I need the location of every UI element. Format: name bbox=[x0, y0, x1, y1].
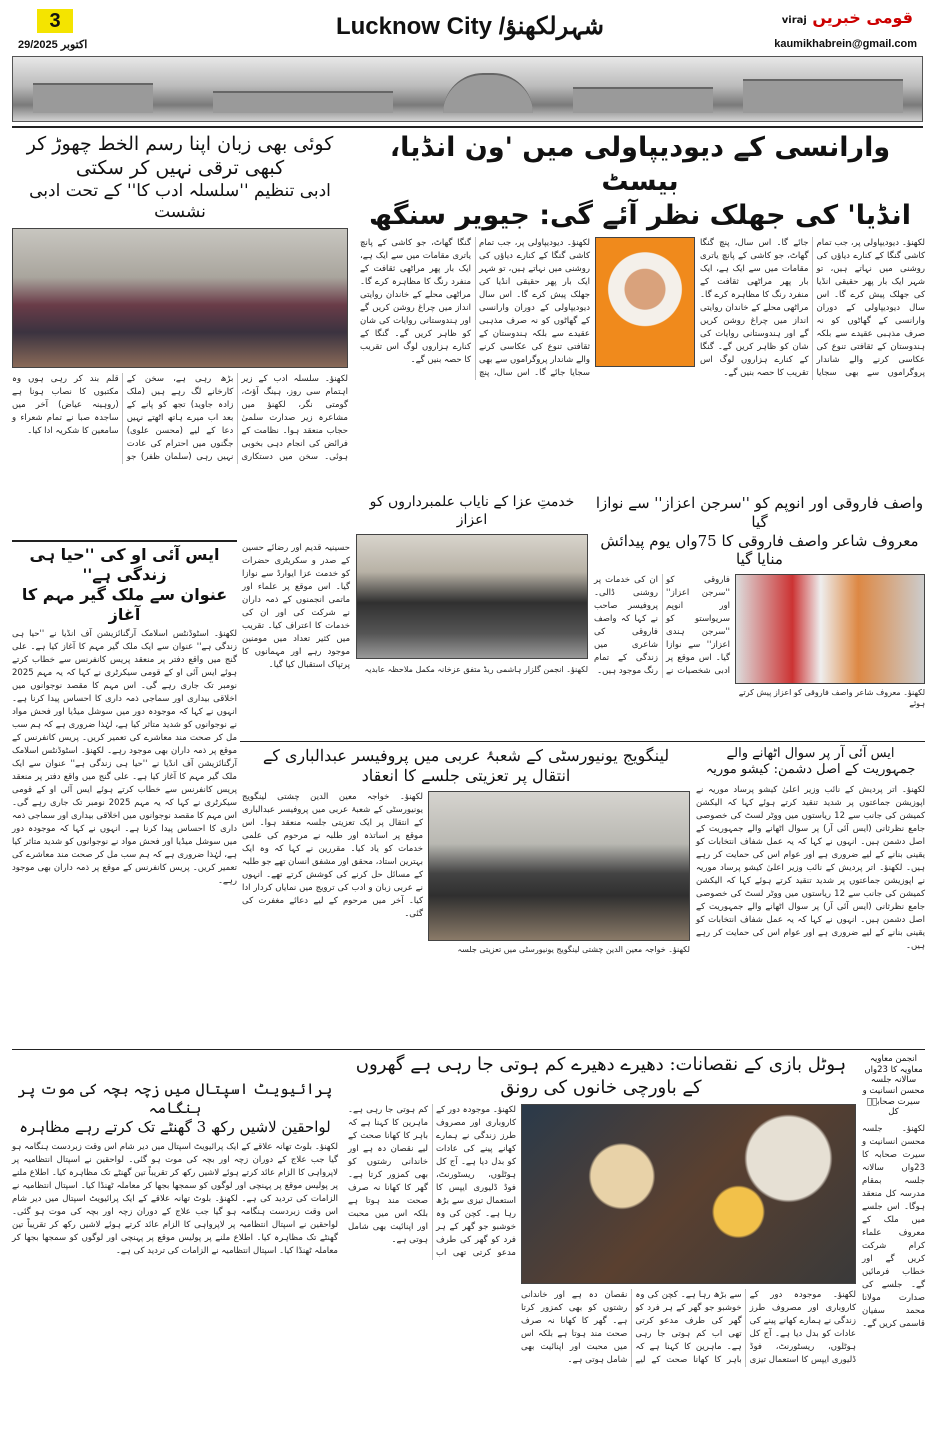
khidmat-body: حسینیہ قدیم اور رضائے حسین کے صدر و سکریٹری حضرات کو خدمت عزا ایوارڈ سے نوازا گیا۔ اس موقع پر علماء اور ماتمی انجمنوں کے ذمہ داران نے شرکت کی اور ان کی خدمات کا اعتراف کیا۔ تقریب میں کثیر تعداد میں مومنین موجود رہے اور مہمانوں کا پرتپاک استقبال کیا گیا۔ bbox=[242, 543, 350, 670]
hospital-article bbox=[12, 1080, 338, 1258]
headline-line: ایس آئی آر پر سوال اٹھانے والے bbox=[726, 746, 895, 761]
lingua-article bbox=[242, 746, 690, 955]
anjuman-headline: انجمن معاویہ معاویہ کا 23واں سالانہ جلسہ محسن انسانیت و سیرت صحابہؓ کل bbox=[862, 1054, 925, 1118]
khidmat-award-photo bbox=[356, 534, 588, 659]
headline-line: کوئی بھی زبان اپنا رسم الخط چھوڑ کر کبھی ترقی نہیں کر سکتی bbox=[26, 133, 334, 179]
headline-line: عنوان سے ملک گیر مہم کا آغاز bbox=[21, 585, 228, 624]
headline-line: ادبی تنظیم ''سلسلہ ادب کا'' کے تحت ادبی نشست bbox=[29, 180, 331, 222]
varanasi-headline bbox=[355, 131, 925, 232]
varanasi-body-left: لکھنؤ۔ دیودیپاولی پر، جب تمام کاشی گنگا کے کنارے دیاؤں کی روشنی میں نہاتے ہیں، تو شہر ایک بار پھر حقیقی انڈیا کی جھلک پیش کرے گا۔ اس سال دیودیپاولی کے دوران وارانسی کے گھاٹوں کو نہ صرف مذہبی عقیدے سے بلکہ ہندوستان کے ثقافتی تنوع کی عکاسی کرنے والے شاندار پروگراموں سے بھی سجایا جائے گا۔ اس سال، پنچ گنگا گھاٹ، جو کاشی کے پانچ یاتری مقامات میں سے ایک ہے، ایک بار پھر مراٹھی ثقافت کے منفرد رنگ کا مظاہرہ کرے گا۔ مراٹھی محلے کے خاندان روایتی انداز میں چراغ روشن کریں گے اور ہندوستانی روایات کی شان کو ظاہر کریں گے۔ گنگا کے کنارے ہزاروں لوگ اس تقریب کا حصہ بنیں گے۔ bbox=[360, 238, 590, 379]
page-number: 3 bbox=[37, 9, 73, 33]
lingua-photo-block bbox=[428, 791, 690, 955]
hotel-photo-block bbox=[521, 1104, 856, 1367]
logo-mark: viraj bbox=[781, 15, 807, 26]
issue-date: 29/اکتوبر 2025 bbox=[18, 39, 88, 51]
varanasi-article bbox=[355, 131, 925, 380]
headline-line: پرائیویٹ اسپتال میں زچہ بچہ کی موت پر ہنگامہ bbox=[17, 1080, 333, 1117]
section-title: Lucknow City /شہرلکھنؤ bbox=[335, 13, 605, 40]
silsila-article bbox=[12, 133, 348, 464]
headline-line: واصف فاروقی اور انوپم کو ''سرجن اعزاز'' سے نوازا گیا bbox=[595, 494, 924, 531]
sir-headline bbox=[696, 746, 925, 779]
condolence-meeting-photo bbox=[428, 791, 690, 941]
hotel-article bbox=[346, 1054, 856, 1367]
hotel-body-right: لکھنؤ۔ موجودہ دور کے کاروباری اور مصروف طرز زندگی نے ہمارے کھانے پینے کی عادات کو بدل دیا ہے۔ آج کل ہوٹلوں، ریسٹورنٹ، فوڈ ڈلیوری ایپس کا استعمال تیزی سے بڑھ رہا ہے۔ کچن کی وہ خوشبو جو گھر کے ہر فرد کو گھر کی طرف مدعو کرتی تھی اب کم ہوتی جا رہی ہے۔ ماہرین کا کہنا ہے کہ باہر کا کھانا صحت کے لیے نقصان دہ ہے اور خاندانی رشتوں کو بھی کمزور کرتا ہے۔ گھر کا کھانا نہ صرف صحت مند ہوتا ہے بلکہ اس میں محبت اور اپنائیت بھی شامل ہوتی ہے۔ bbox=[348, 1105, 516, 1258]
newspaper-logo bbox=[782, 8, 913, 27]
lower-rule bbox=[12, 1049, 925, 1050]
sir-article bbox=[696, 746, 925, 953]
sio-body: لکھنؤ۔ اسٹوڈنٹس اسلامک آرگنائزیشن آف انڈیا نے ''حیا ہی زندگی ہے'' عنوان سے ایک ملک گیر مہم کا آغاز کیا ہے۔ علی گنج میں واقع دفتر پر منعقد پریس کانفرنس سے خطاب کرتے ہوئے ایس آئی او کے قومی سیکرٹری نے کہا کہ یہ مہم 2025 نومبر تک جاری رہے گی۔ اس مہم کا مقصد نوجوانوں میں اخلاقی بیداری اور سماجی ذمہ داری کا احساس پیدا کرنا ہے۔ انہوں نے کہا کہ موجودہ دور میں سوشل میڈیا اور فحش مواد نے نوجوانوں کو شدید متاثر کیا ہے، لہٰذا ضروری ہے کہ ہم سب مل کر صحت مند معاشرے کی تعمیر کریں۔ پریس کانفرنس کے موقع پر ذمہ داران بھی موجود رہے۔ لکھنؤ۔ اسٹوڈنٹس اسلامک آرگنائزیشن آف انڈیا نے ''حیا ہی زندگی ہے'' عنوان سے ایک ملک گیر مہم کا آغاز کیا ہے۔ علی گنج میں واقع دفتر پر منعقد پریس کانفرنس سے خطاب کرتے ہوئے ایس آئی او کے قومی سیکرٹری نے کہا کہ یہ مہم 2025 نومبر تک جاری رہے گی۔ اس مہم کا مقصد نوجوانوں میں اخلاقی بیداری اور سماجی ذمہ داری کا احساس پیدا کرنا ہے۔ انہوں نے کہا کہ موجودہ دور میں سوشل میڈیا اور فحش مواد نے نوجوانوں کو شدید متاثر کیا ہے، لہٰذا ضروری ہے کہ ہم سب مل کر صحت مند معاشرے کی تعمیر کریں۔ پریس کانفرنس کے موقع پر ذمہ داران بھی موجود رہے۔ bbox=[12, 629, 238, 886]
varanasi-body-right: لکھنؤ۔ دیودیپاولی پر، جب تمام کاشی گنگا کے کنارے دیاؤں کی روشنی میں نہاتے ہیں، تو شہر ایک بار پھر حقیقی انڈیا کی جھلک پیش کرے گا۔ اس سال دیودیپاولی کے دوران وارانسی کے گھاٹوں کو نہ صرف مذہبی عقیدے سے بلکہ ہندوستان کے ثقافتی تنوع کی عکاسی کرنے والے شاندار پروگراموں سے بھی سجایا جائے گا۔ اس سال، پنچ گنگا گھاٹ، جو کاشی کے پانچ یاتری مقامات میں سے ایک ہے، ایک بار پھر مراٹھی ثقافت کے منفرد رنگ کا مظاہرہ کرے گا۔ مراٹھی محلے کے خاندان روایتی انداز میں چراغ روشن کریں گے اور ہندوستانی روایات کی شان کو ظاہر کریں گے۔ گنگا کے کنارے ہزاروں لوگ اس تقریب کا حصہ بنیں گے۔ bbox=[699, 238, 925, 379]
silsila-body: لکھنؤ۔ سلسلہ ادب کے زیر اہتمام سی روز، ہینگ آؤٹ، گومتی نگر، لکھنؤ میں مشاعرہ زیر صدارت سلمیٰ حجاب منعقد ہوا۔ نظامت کے فرائض کی انجام دہی بخوبی ہوئی۔ سخن میں دستکاری بڑھ رہی ہے، سخن کے کارخانے لگ رہے ہیں (ملک زادہ جاوید) تجھ کو پانے کے بعد اب میرے ہاتھ اٹھتے نہیں دعا کے لیے (محسن علوی) جگنوں میں احترام کی عادت نہیں رہی (سلمان ظفر) جو قلم بند کر رہی ہوں وہ مکتبوں کا نصاب ہونا ہے (روہینہ عیاض) آخر میں ساجدہ صبا نے تمام شعراء و سامعین کا شکریہ ادا کیا۔ bbox=[12, 374, 348, 462]
anjuman-body: لکھنؤ۔ جلسہ محسن انسانیت و سیرت صحابہ کا 23واں سالانہ جلسہ بمقام مدرسہ کل منعقد ہوگا۔ اس جلسے میں ملک کے معروف علماء کرام شرکت کریں گے اور خطاب فرمائیں گے۔ جلسے کی صدارت مولانا محمد سفیان قاسمی کریں گے۔ bbox=[862, 1123, 925, 1329]
food-table-photo bbox=[521, 1104, 856, 1284]
headline-line: لواحقین لاشیں رکھ 3 گھنٹے تک کرتے رہے مظاہرہ bbox=[19, 1117, 331, 1136]
headline-line: ایس آئی او کی ''حیا ہی زندگی ہے'' bbox=[29, 545, 220, 584]
wasif-photo-block bbox=[735, 574, 925, 709]
top-rule bbox=[12, 126, 923, 128]
sir-body: لکھنؤ۔ اتر پردیش کے نائب وزیر اعلیٰ کیشو پرساد موریہ نے اپوزیشن جماعتوں پر شدید تنقید کرتے ہوئے کہا کہ الیکشن کمیشن کی جانب سے 12 ریاستوں میں ووٹر لسٹ کی خصوصی جامع نظرثانی (ایس آئی آر) پر سوال اٹھانے والے جمہوریت کے اصل دشمن ہیں۔ انہوں نے کہا کہ یہ عمل شفاف انتخابات کو یقینی بنانے کے لیے ضروری ہے اور عوام اس کی حمایت کر رہے ہیں۔ لکھنؤ۔ اتر پردیش کے نائب وزیر اعلیٰ کیشو پرساد موریہ نے اپوزیشن جماعتوں پر شدید تنقید کرتے ہوئے کہا کہ الیکشن کمیشن کی جانب سے 12 ریاستوں میں ووٹر لسٹ کی خصوصی جامع نظرثانی (ایس آئی آر) پر سوال اٹھانے والے جمہوریت کے اصل دشمن ہیں۔ انہوں نے کہا کہ یہ عمل شفاف انتخابات کو یقینی بنانے کے لیے ضروری ہے اور عوام اس کی حمایت کر رہے ہیں۔ bbox=[696, 784, 926, 951]
sio-rule bbox=[12, 540, 237, 542]
wasif-award-photo bbox=[735, 574, 925, 684]
headline-line: جمہوریت کے اصل دشمن: کیشو موریہ bbox=[705, 762, 916, 778]
logo-text: قومی خبریں bbox=[812, 8, 913, 27]
lingua-headline: لینگویج یونیورسٹی کے شعبۂ عربی میں پروفیسر عبدالباری کے انتقال پر تعزیتی جلسے کا انعقاد bbox=[262, 746, 670, 785]
headline-line: معروف شاعر واصف فاروقی کا 75واں یوم پیدائش منایا گیا bbox=[600, 531, 919, 569]
khidmat-article bbox=[356, 494, 588, 675]
wasif-article bbox=[594, 494, 925, 709]
mid-rule bbox=[240, 741, 925, 742]
khidmat-caption: لکھنؤ۔ انجمن گلزار ہاشمی ریڈ متفق عزخانہ مکمل ملاحظہ عابدیہ bbox=[364, 665, 588, 674]
wasif-caption: لکھنؤ۔ معروف شاعر واصف فاروقی کو اعزاز پیش کرتے ہوئے bbox=[738, 688, 925, 708]
lucknow-skyline-banner bbox=[12, 56, 923, 122]
hospital-body: لکھنؤ۔ بلوٹ تھانہ علاقے کے ایک پرائیویٹ اسپتال میں دیر شام اس وقت زبردست ہنگامہ ہو گیا جب علاج کے دوران زچہ اور بچہ کی موت ہو گئی۔ لواحقین نے اسپتال انتظامیہ پر لاپرواہی کا الزام عائد کرتے ہوئے لاشیں رکھ کر تقریباً تین گھنٹے تک مظاہرہ کیا۔ اطلاع ملنے پر پولیس موقع پر پہنچی اور لوگوں کو سمجھا بجھا کر معاملہ ٹھنڈا کیا۔ اسپتال انتظامیہ نے الزامات کی تردید کی ہے۔ لکھنؤ۔ بلوٹ تھانہ علاقے کے ایک پرائیویٹ اسپتال میں دیر شام اس وقت زبردست ہنگامہ ہو گیا جب علاج کے دوران زچہ اور بچہ کی موت ہو گئی۔ لواحقین نے اسپتال انتظامیہ پر لاپرواہی کا الزام عائد کرتے ہوئے لاشیں رکھ کر تقریباً تین گھنٹے تک مظاہرہ کیا۔ اطلاع ملنے پر پولیس موقع پر پہنچی اور لوگوں کو سمجھا بجھا کر معاملہ ٹھنڈا کیا۔ اسپتال انتظامیہ نے الزامات کی تردید کی ہے۔ bbox=[12, 1142, 339, 1257]
literary-gathering-photo bbox=[12, 228, 348, 368]
hotel-headline: ہوٹل بازی کے نقصانات: دھیرے دھیرے کم ہوتی جا رہی ہے گھروں کے باورچی خانوں کی رونق bbox=[355, 1054, 847, 1098]
headline-line: وارانسی کے دیودیپاولی میں 'ون انڈیا، بیسٹ bbox=[389, 132, 891, 197]
lingua-caption: لکھنؤ۔ خواجہ معین الدین چشتی لینگویج یونیورسٹی میں تعزیتی جلسہ bbox=[457, 945, 690, 954]
hotel-body-bottom: لکھنؤ۔ موجودہ دور کے کاروباری اور مصروف طرز زندگی نے ہمارے کھانے پینے کی عادات کو بدل دیا ہے۔ آج کل ہوٹلوں، ریسٹورنٹ، فوڈ ڈلیوری ایپس کا استعمال تیزی سے بڑھ رہا ہے۔ کچن کی وہ خوشبو جو گھر کے ہر فرد کو گھر کی طرف مدعو کرتی تھی اب کم ہوتی جا رہی ہے۔ ماہرین کا کہنا ہے کہ باہر کا کھانا صحت کے لیے نقصان دہ ہے اور خاندانی رشتوں کو بھی کمزور کرتا ہے۔ گھر کا کھانا نہ صرف صحت مند ہوتا ہے بلکہ اس میں محبت اور اپنائیت بھی شامل ہوتی ہے۔ bbox=[521, 1290, 856, 1365]
anjuman-article bbox=[862, 1054, 925, 1331]
hospital-headline bbox=[12, 1080, 338, 1136]
jaiveer-singh-photo bbox=[595, 237, 695, 367]
sio-article bbox=[12, 540, 237, 888]
wasif-headline bbox=[594, 494, 925, 569]
sio-headline bbox=[12, 545, 237, 625]
silsila-headline bbox=[12, 133, 348, 223]
wasif-body: فاروقی کو ''سرجن اعزاز'' اور انوپم سریواستو کو ''سرجن ہندی اعزاز'' سے نوازا گیا۔ اس موقع پر ادبی شخصیات نے ان کی خدمات پر روشنی ڈالی۔ پروفیسر صاحب نے کہا کہ واصف فاروقی کی شاعری میں زندگی کے تمام رنگ موجود ہیں۔ bbox=[594, 575, 730, 676]
lingua-body: لکھنؤ۔ خواجہ معین الدین چشتی لینگویج یونیورسٹی کے شعبۂ عربی میں پروفیسر عبدالباری کے انتقال پر ایک تعزیتی جلسہ منعقد ہوا۔ اس موقع پر اساتذہ اور طلبہ نے مرحوم کی علمی خدمات کو یاد کیا۔ مقررین نے کہا کہ وہ ایک بہترین استاد، محقق اور مشفق انسان تھے جو طلبہ کے مسائل حل کرنے کی کوشش کرتے تھے۔ انہوں نے عربی زبان و ادب کی ترویج میں نمایاں کردار ادا کیا۔ آخر میں مرحوم کے لیے دعائے مغفرت کی گئی۔ bbox=[242, 792, 423, 919]
khidmat-headline: خدمتِ عزا کے نایاب علمبرداروں کو اعزاز bbox=[369, 494, 575, 528]
headline-line: انڈیا' کی جھلک نظر آئے گی: جیویر سنگھ bbox=[369, 199, 911, 231]
contact-email: kaumikhabrein@gmail.com bbox=[774, 38, 917, 50]
